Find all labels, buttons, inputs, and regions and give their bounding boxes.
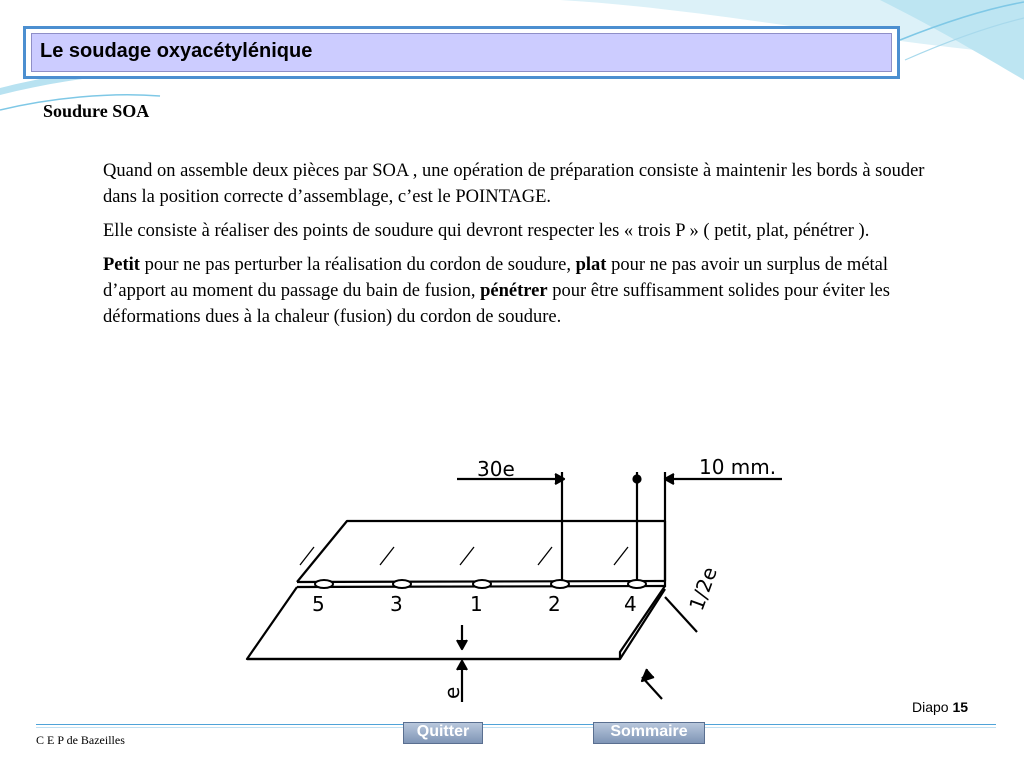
- text-penetrer: pour être suffisamment solides pour éviter les déformations dues à la chaleur (fusion) du cordon de soudure.: [103, 281, 890, 327]
- tack-point-2: [551, 580, 569, 588]
- point-label-2: 2: [548, 592, 561, 616]
- tack-point-3: [393, 580, 411, 588]
- term-petit: Petit: [103, 255, 140, 275]
- body-text: [103, 158, 933, 338]
- tack-point-5: [315, 580, 333, 588]
- point-label-3: 3: [390, 592, 403, 616]
- point-label-4: 4: [624, 592, 637, 616]
- slide-label: Diapo: [912, 699, 949, 715]
- tack-weld-diagram: [172, 437, 857, 722]
- paragraph-1: Quand on assemble deux pièces par SOA , une opération de préparation consiste à maintenir les bords à souder dans la position correcte d’assemblage, c’est le POINTAGE.: [103, 161, 925, 207]
- summary-button[interactable]: Sommaire: [593, 722, 705, 744]
- point-label-1: 1: [470, 592, 483, 616]
- dimension-e: e: [440, 686, 464, 699]
- dimension-30e: 30e: [477, 457, 515, 481]
- text-plat: pour ne pas avoir un surplus de métal d’apport au moment du passage du bain de fusion,: [103, 255, 889, 301]
- paragraph-3: [103, 252, 933, 330]
- tack-point-4: [628, 580, 646, 588]
- footer-divider-light: [36, 727, 996, 728]
- term-plat: plat: [575, 255, 607, 275]
- slide-number-value: 15: [952, 699, 969, 715]
- paragraph-2: Elle consiste à réaliser des points de soudure qui devront respecter les « trois P » ( petit, plat, pénétrer ).: [103, 221, 870, 241]
- text-petit: pour ne pas perturber la réalisation du cordon de soudure,: [139, 255, 576, 275]
- tack-point-1: [473, 580, 491, 588]
- slide-number: [912, 699, 968, 715]
- section-subtitle: Soudure SOA: [43, 101, 150, 121]
- title-box-inner: [31, 33, 892, 72]
- term-penetrer: pénétrer: [480, 281, 548, 301]
- title-box: [23, 26, 900, 79]
- dimension-half-e: 1/2e: [684, 563, 722, 614]
- dimension-10mm: 10 mm.: [699, 455, 777, 479]
- slide-title: Le soudage oxyacétylénique: [40, 40, 313, 62]
- point-label-5: 5: [312, 592, 325, 616]
- quit-button[interactable]: Quitter: [403, 722, 483, 744]
- footer-divider: [36, 724, 996, 725]
- footer-organization: C E P de Bazeilles: [36, 733, 125, 747]
